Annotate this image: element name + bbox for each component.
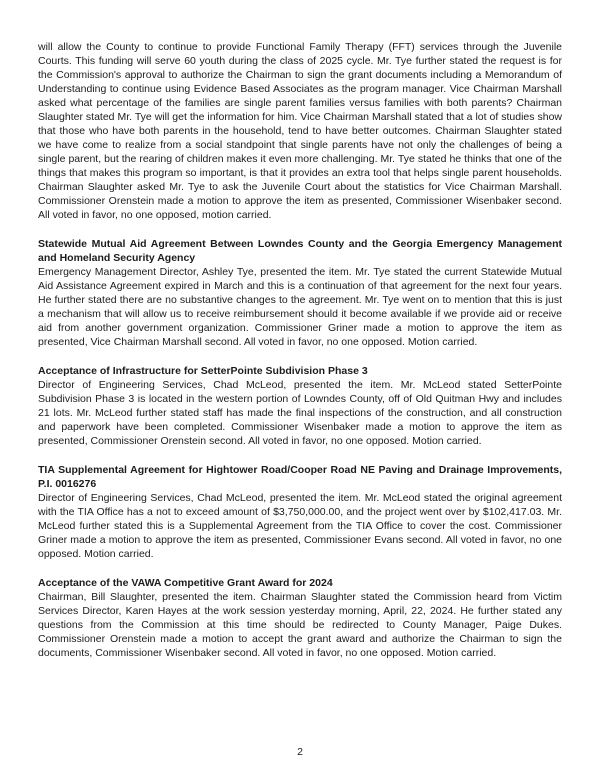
section-tia-supplemental-agreement [38, 463, 562, 561]
section-body: Director of Engineering Services, Chad McLeod, presented the item. Mr. McLeod stated SetterPointe Subdivision Phase 3 is located in the western portion of Lowndes County, off of Old Quitman Hwy and includes 21 lots. Mr. McLeod further stated staff has made the final inspections of the construction, and all construction and paperwork have been completed. Commissioner Wisenbaker made a motion to approve the item as presented, Commissioner Orenstein second. All voted in favor, no one opposed. Motion carried. [38, 379, 562, 447]
section-heading: Acceptance of the VAWA Competitive Grant Award for 2024 [38, 577, 333, 589]
section-body: will allow the County to continue to provide Functional Family Therapy (FFT) services through the Juvenile Courts. This funding will serve 60 youth during the class of 2025 cycle. Mr. Tye further stated the request is for the Commission's approval to authorize the Chairman to sign the grant documents including a Memorandum of Understanding to continue using Evidence Based Associates as the program manager. Vice Chairman Marshall asked what percentage of the families are single parent families versus families with both parents? Chairman Slaughter stated Mr. Tye will get the information for him. Vice Chairman Marshall stated that a lot of studies show that those who have both parents in the household, tend to have better outcomes. Chairman Slaughter stated we have come to realize from a social standpoint that single parents have not only the challenges of being a single parent, but the rearing of children makes it even more challenging. Mr. Tye stated he thinks that one of the things that makes this program so important, is that it provides an extra tool that helps single parent households. Chairman Slaughter asked Mr. Tye to ask the Juvenile Court about the statistics for Vice Chairman Marshall. Commissioner Orenstein made a motion to approve the item as presented, Commissioner Wisenbaker second. All voted in favor, no one opposed, motion carried. [38, 41, 562, 221]
section-vawa-grant-award [38, 576, 562, 660]
section-heading: Acceptance of Infrastructure for SetterPointe Subdivision Phase 3 [38, 365, 368, 377]
section-body: Emergency Management Director, Ashley Tye, presented the item. Mr. Tye stated the current Statewide Mutual Aid Assistance Agreement expired in March and this is a continuation of that agreement for the next four years. He further stated there are no substantive changes to the agreement. Mr. Tye went on to mention that this is just a mechanism that will allow us to receive reimbursement should it become available if we provide aid or receive aid from another government organization. Commissioner Griner made a motion to approve the item as presented, Vice Chairman Marshall second. All voted in favor, no one opposed. Motion carried. [38, 266, 562, 348]
page-number: 2 [297, 746, 303, 758]
section-heading: TIA Supplemental Agreement for Hightower Road/Cooper Road NE Paving and Drainage Improvements, P.I. 0016276 [38, 464, 562, 490]
section-fft-continuation [38, 40, 562, 222]
section-heading: Statewide Mutual Aid Agreement Between Lowndes County and the Georgia Emergency Management and Homeland Security Agency [38, 238, 562, 264]
section-body: Director of Engineering Services, Chad McLeod, presented the item. Mr. McLeod stated the original agreement with the TIA Office has a not to exceed amount of $3,750,000.00, and the project went over by $102,417.03. Mr. McLeod further stated this is a Supplemental Agreement from the TIA Office to cover the cost. Commissioner Griner made a motion to approve the item as presented, Commissioner Evans second. All voted in favor, no one opposed. Motion carried. [38, 492, 562, 560]
section-body: Chairman, Bill Slaughter, presented the item. Chairman Slaughter stated the Commission heard from Victim Services Director, Karen Hayes at the work session yesterday morning, April, 22, 2024. He further stated any questions from the Commission at this time should be redirected to County Manager, Paige Dukes. Commissioner Orenstein made a motion to accept the grant award and authorize the Chairman to sign the documents, Commissioner Wisenbaker second. All voted in favor, no one opposed. Motion carried. [38, 591, 562, 659]
section-statewide-mutual-aid [38, 237, 562, 349]
section-setterpointe-subdivision [38, 364, 562, 448]
